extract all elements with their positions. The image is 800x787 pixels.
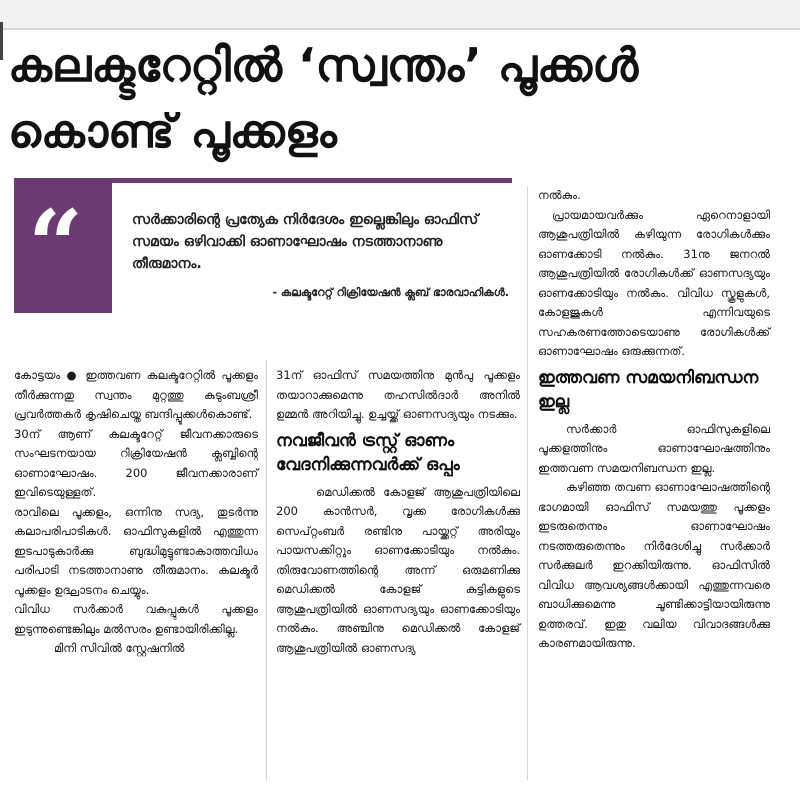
subheading: നവജീവൻ ട്രസ്റ്റ് ഓണം വേദനിക്കുന്നവർക്ക് ഒപ്പം bbox=[276, 430, 460, 475]
headline-line-1: കലക്ടറേറ്റിൽ ‘സ്വന്തം’ പൂക്കൾ bbox=[8, 38, 639, 92]
paragraph: രാവിലെ പൂക്കളം, ഒന്നിനു സദ്യ, തുടർന്നു കലാപരിപാടികൾ. ഓഫിസുകളിൽ എത്തുന്ന ഇടപാടുകാർക്കു ബുദ്ധിമുട്ടുണ്ടാകാത്തവിധം പരിപാടി നടത്താനാണു തീരുമാനം. കലക്ടർ പൂക്കളം ഉദ്ഘാടനം ചെയ്യും. bbox=[14, 504, 258, 597]
article-column-1 bbox=[14, 366, 258, 659]
quote-text: സർക്കാരിന്റെ പ്രത്യേക നിർദേശം ഇല്ലെങ്കിലും ഓഫിസ് സമയം ഒഴിവാക്കി ഓണാഘോഷം നടത്താനാണു തീരുമാനം. bbox=[132, 212, 479, 272]
paragraph: വിവിധ സർക്കാർ വകുപ്പുകൾ പൂക്കളം ഇടുന്നുണ്ടെങ്കിലും മൽസരം ഉണ്ടായിരിക്കില്ല. bbox=[14, 602, 258, 636]
pull-quote bbox=[14, 178, 512, 313]
article-column-2 bbox=[276, 366, 520, 658]
paragraph: നൽകും. bbox=[538, 188, 581, 202]
paragraph: മെഡിക്കൽ കോളജ് ആശുപത്രിയിലെ 200 കാൻസർ, വൃക്ക രോഗികൾക്കു സെപ്റ്റംബർ രണ്ടിനു പായ്ക്കറ്റ് അരിയും പായസക്കിറ്റും ഓണക്കോടിയും നൽകും. തിരുവോണത്തിന്റെ അന്ന് ഒരുമണിക്കു മെഡിക്കൽ കോളജ് കുട്ടികളുടെ ആശുപത്രിയിൽ ഓണസദ്യയും ഓണക്കോടിയും നൽകും. അഞ്ചിനു മെഡിക്കൽ കോളജ് ആശുപത്രിയിൽ ഓണസദ്യ bbox=[276, 484, 520, 655]
headline-line-2: കൊണ്ട് പൂക്കളം bbox=[8, 104, 337, 158]
quote-attribution: - കലക്ടറേറ്റ് റിക്രിയേഷൻ ക്ലബ് ഭാരവാഹികൾ. bbox=[272, 286, 509, 299]
paragraph: പ്രായമായവർക്കും ഏറെനാളായി ആശുപത്രിയിൽ കഴിയുന്ന രോഗികൾക്കും ഓണക്കോടി നൽകും. 31നു ജനറൽ ആശുപത്രിയിൽ രോഗികൾക്ക് ഓണസദ്യയും ഓണക്കോടിയും നൽകും. വിവിധ സ്കൂളുകൾ, കോളജുകൾ എന്നിവയുടെ സഹകരണത്തോടെയാണു രോഗികൾക്ക് ഓണാഘോഷം ഒരുക്കുന്നത്. bbox=[538, 207, 770, 358]
paragraph: മിനി സിവിൽ സ്റ്റേഷനിൽ bbox=[54, 641, 185, 655]
column-divider bbox=[527, 186, 528, 780]
paragraph: കഴിഞ്ഞ തവണ ഓണാഘോഷത്തിന്റെ ഭാഗമായി ഓഫിസ് സമയത്തു പൂക്കളം ഇടരുതെന്നും ഓണാഘോഷം നടത്തരുതെന്നും നിർദേശിച്ചു സർക്കാർ സർക്കുലർ ഇറക്കിയിരുന്നു. ഓഫിസിൽ വിവിധ ആവശ്യങ്ങൾക്കായി എത്തുന്നവരെ ബാധിക്കുമെന്നു ചൂണ്ടിക്കാട്ടിയായിരുന്നു ഉത്തരവ്. ഇതു വലിയ വിവാദങ്ങൾക്കു കാരണമായിരുന്നു. bbox=[538, 480, 770, 650]
column-divider bbox=[266, 360, 267, 780]
quote-mark-icon: “ bbox=[28, 189, 84, 302]
paragraph: കോട്ടയം ● ഇത്തവണ കലക്ടറേറ്റിൽ പൂക്കളം തീർക്കുന്നതു സ്വന്തം മുറ്റത്തു കുടുംബശ്രീ പ്രവർത്തകർ കൃഷിചെയ്ത ബന്ദിപ്പൂക്കൾകൊണ്ട്. bbox=[14, 368, 258, 421]
page-edge-mark bbox=[0, 22, 3, 60]
article-column-3 bbox=[538, 186, 770, 654]
headline bbox=[8, 32, 788, 164]
paragraph: സർക്കാർ ഓഫിസുകളിലെ പൂക്കളത്തിനും ഓണാഘോഷത്തിനും ഇത്തവണ സമയനിബന്ധന ഇല്ല. bbox=[538, 421, 770, 475]
paragraph: 31ന് ഓഫിസ് സമയത്തിനു മുൻപു പൂക്കളം തയാറാക്കുമെന്നു തഹസിൽദാർ അനിൽ ഉമ്മൻ അറിയിച്ചു. ഉച്ചയ്ക്ക് ഓണസദ്യയും നടക്കും. bbox=[276, 368, 520, 421]
quote-mark-panel bbox=[14, 183, 112, 313]
scan-top-strip bbox=[0, 0, 800, 30]
subheading: ഇത്തവണ സമയനിബന്ധന ഇല്ല bbox=[538, 367, 759, 412]
paragraph: 30ന് ആണ് കലക്ടറേറ്റ് ജീവനക്കാരുടെ സംഘടനയായ റിക്രിയേഷൻ ക്ലബ്ബിന്റെ ഓണാഘോഷം. 200 ജീവനക്കാരാണ് ഇവിടെയുള്ളത്. bbox=[14, 426, 258, 499]
